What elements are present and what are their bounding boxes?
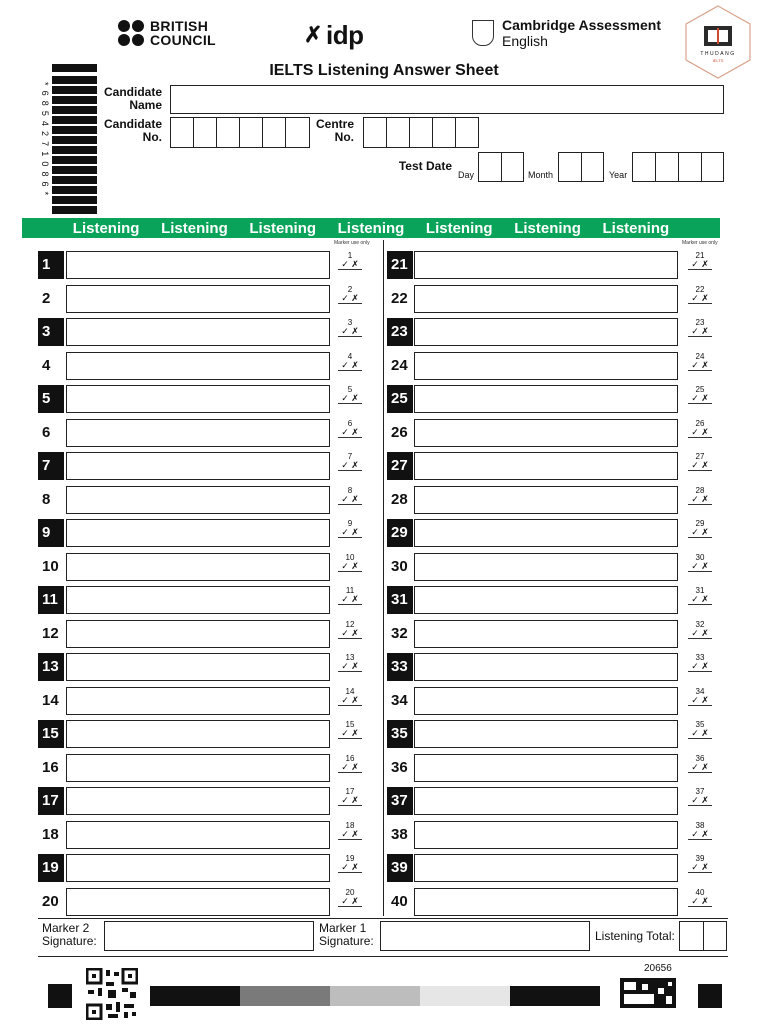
marker-box[interactable] [336,352,364,371]
marker-box[interactable] [336,720,364,739]
tick-cross-icon: ✓ ✗ [338,729,362,739]
day-label: Day [458,170,475,180]
marker-box[interactable] [336,787,364,806]
question-number: 22 [391,290,408,307]
marker-number: 17 [345,787,355,796]
marker-number: 30 [695,553,705,562]
tick-cross-icon: ✓ ✗ [338,830,362,840]
question-number: 27 [387,452,413,480]
tick-cross-icon: ✓ ✗ [338,260,362,270]
answer-field[interactable] [66,687,330,715]
tick-cross-icon: ✓ ✗ [688,897,712,907]
side-barcode-digits: * 6 8 5 4 2 7 1 0 8 6 * [40,81,50,197]
question-number: 20 [42,893,59,910]
tick-cross-icon: ✓ ✗ [338,394,362,404]
marker-number: 7 [347,452,353,461]
answer-field[interactable] [66,419,330,447]
marker-number: 38 [695,821,705,830]
question-number: 23 [387,318,413,346]
answer-field[interactable] [66,854,330,882]
marker-number: 21 [695,251,705,260]
tick-cross-icon: ✓ ✗ [338,461,362,471]
tick-cross-icon: ✓ ✗ [338,897,362,907]
marker-box[interactable] [686,754,714,773]
marker-number: 32 [695,620,705,629]
marker-box[interactable] [686,251,714,270]
question-number: 28 [391,491,408,508]
idp-wordmark: idp [326,20,364,50]
question-number: 12 [42,625,59,642]
answer-field[interactable] [66,385,330,413]
marker-number: 39 [695,854,705,863]
question-number: 19 [38,854,64,882]
answer-field[interactable] [414,419,678,447]
marker-box[interactable] [686,352,714,371]
marker-box[interactable] [336,653,364,672]
question-number: 2 [42,290,51,307]
gray-scale-block-2 [240,986,330,1006]
marker-number: 15 [345,720,355,729]
sheet-code: 20656 [644,963,672,974]
marker-number: 10 [345,553,355,562]
marker-number: 3 [347,318,353,327]
idp-mark-icon: ✗ [304,22,323,47]
registration-mark-right [698,984,722,1008]
centre-no-label: Centre No. [315,117,354,144]
tick-cross-icon: ✓ ✗ [338,796,362,806]
british-council-line2: COUNCIL [150,32,216,48]
question-number: 35 [387,720,413,748]
marker-box[interactable] [686,385,714,404]
side-barcode-bar [52,96,97,104]
band-word: Listening [425,219,493,237]
marker-number: 22 [695,285,705,294]
marker-box[interactable] [686,419,714,438]
marker-number: 24 [695,352,705,361]
answer-field[interactable] [66,586,330,614]
question-number: 1 [38,251,64,279]
question-number: 15 [38,720,64,748]
british-council-logo [118,18,228,50]
side-barcode-bar [52,106,97,114]
data-matrix-icon [620,978,676,1008]
marker-box[interactable] [686,486,714,505]
answer-field[interactable] [66,620,330,648]
question-number: 39 [387,854,413,882]
cambridge-line2: English [502,33,548,49]
answer-field[interactable] [414,754,678,782]
question-number: 4 [42,357,51,374]
marker-number: 33 [695,653,705,662]
marker-box[interactable] [686,553,714,572]
marker-number: 28 [695,486,705,495]
question-number: 37 [387,787,413,815]
idp-logo [304,20,384,50]
tick-cross-icon: ✓ ✗ [688,294,712,304]
qr-code-icon [86,968,138,1020]
tick-cross-icon: ✓ ✗ [688,629,712,639]
marker-number: 37 [695,787,705,796]
tick-cross-icon: ✓ ✗ [338,763,362,773]
answer-field[interactable] [66,653,330,681]
marker-box[interactable] [686,620,714,639]
answer-field[interactable] [414,318,678,346]
marker-box[interactable] [336,888,364,907]
listening-total-field[interactable] [679,921,727,951]
candidate-name-field[interactable] [170,85,724,114]
marker-box[interactable] [336,854,364,873]
band-word: Listening [514,219,581,237]
marker-box[interactable] [336,452,364,471]
listening-band [22,218,720,238]
tick-cross-icon: ✓ ✗ [338,495,362,505]
tick-cross-icon: ✓ ✗ [688,662,712,672]
footer-bottom-line [38,956,728,957]
marker-number: 16 [345,754,355,763]
question-number: 6 [42,424,51,441]
marker-box[interactable] [686,888,714,907]
side-barcode-bar [52,86,97,94]
test-date-label: Test Date [398,159,452,173]
tick-cross-icon: ✓ ✗ [688,696,712,706]
answer-field[interactable] [414,519,678,547]
answer-field[interactable] [414,385,678,413]
side-barcode-bar [52,116,97,124]
tick-cross-icon: ✓ ✗ [688,495,712,505]
marker-box[interactable] [686,285,714,304]
answer-field[interactable] [66,251,330,279]
question-number: 33 [387,653,413,681]
question-number: 3 [38,318,64,346]
marker-box[interactable] [336,251,364,270]
year-label: Year [609,170,628,180]
question-number: 14 [42,692,59,709]
question-number: 18 [42,826,59,843]
marker-number: 19 [345,854,355,863]
month-field[interactable] [558,152,604,182]
marker-box[interactable] [336,586,364,605]
band-word: Listening [602,219,670,237]
tick-cross-icon: ✓ ✗ [338,595,362,605]
answer-field[interactable] [66,486,330,514]
marker-number: 27 [695,452,705,461]
tick-cross-icon: ✓ ✗ [338,863,362,873]
question-number: 8 [42,491,51,508]
band-word: Listening [72,219,140,237]
answer-field[interactable] [414,787,678,815]
marker-box[interactable] [336,754,364,773]
marker-box[interactable] [686,720,714,739]
gray-scale-block-3 [330,986,420,1006]
question-number: 24 [391,357,408,374]
question-number: 38 [391,826,408,843]
marker-number: 20 [345,888,355,897]
marker-number: 12 [345,620,355,629]
tick-cross-icon: ✓ ✗ [688,394,712,404]
question-number: 9 [38,519,64,547]
answer-field[interactable] [66,519,330,547]
marker-box[interactable] [336,486,364,505]
side-barcode-bar [52,196,97,204]
tick-cross-icon: ✓ ✗ [688,830,712,840]
page-title: IELTS Listening Answer Sheet [269,62,499,79]
side-barcode-bar [52,136,97,144]
tick-cross-icon: ✓ ✗ [338,528,362,538]
marker-number: 6 [347,419,353,428]
marker-number: 35 [695,720,705,729]
answer-field[interactable] [66,754,330,782]
band-word: Listening [161,219,228,237]
tick-cross-icon: ✓ ✗ [688,729,712,739]
listening-total-label: Listening Total: [595,929,675,943]
tick-cross-icon: ✓ ✗ [688,562,712,572]
marker-number: 18 [345,821,355,830]
marker-number: 1 [347,251,353,260]
answer-field[interactable] [66,285,330,313]
marker-number: 29 [695,519,705,528]
question-number: 5 [38,385,64,413]
day-field[interactable] [478,152,524,182]
question-number: 26 [391,424,408,441]
question-number: 13 [38,653,64,681]
marker-box[interactable] [686,586,714,605]
marker-number: 14 [345,687,355,696]
marker-number: 23 [695,318,705,327]
marker-number: 8 [347,486,353,495]
question-number: 25 [387,385,413,413]
marker-use-only-left: Marker use only [334,240,370,246]
column-divider [383,240,384,916]
answer-field[interactable] [66,821,330,849]
badge-text-1: THUDANG [700,51,736,57]
marker-box[interactable] [686,787,714,806]
answer-field[interactable] [66,888,330,916]
marker1-signature-field[interactable] [380,921,590,951]
marker-box[interactable] [686,687,714,706]
marker-number: 13 [345,653,355,662]
cambridge-logo [472,17,672,53]
answer-field[interactable] [414,285,678,313]
marker-box[interactable] [336,519,364,538]
side-barcode-bar [52,76,97,84]
marker-box[interactable] [686,318,714,337]
answer-field[interactable] [66,452,330,480]
side-barcode-bar [52,176,97,184]
marker-number: 11 [345,586,355,595]
answer-field[interactable] [414,553,678,581]
gray-scale-block-4 [420,986,510,1006]
marker-box[interactable] [336,318,364,337]
marker2-signature-field[interactable] [104,921,314,951]
marker-number: 31 [695,586,705,595]
question-number: 29 [387,519,413,547]
answer-field[interactable] [414,687,678,715]
question-number: 16 [42,759,59,776]
answer-field[interactable] [414,586,678,614]
marker-box[interactable] [686,653,714,672]
side-barcode-bar [52,186,97,194]
marker-number: 26 [695,419,705,428]
marker-box[interactable] [686,452,714,471]
tick-cross-icon: ✓ ✗ [688,461,712,471]
centre-no-field[interactable] [363,117,479,148]
tick-cross-icon: ✓ ✗ [688,863,712,873]
tick-cross-icon: ✓ ✗ [688,361,712,371]
question-number: 36 [391,759,408,776]
tick-cross-icon: ✓ ✗ [338,361,362,371]
side-barcode-bar [52,166,97,174]
marker1-label: Marker 1 Signature: [319,921,374,948]
marker-number: 40 [695,888,705,897]
answer-field[interactable] [66,352,330,380]
answer-field[interactable] [414,854,678,882]
tick-cross-icon: ✓ ✗ [338,428,362,438]
answer-field[interactable] [414,821,678,849]
tick-cross-icon: ✓ ✗ [688,260,712,270]
tick-cross-icon: ✓ ✗ [338,696,362,706]
marker-box[interactable] [336,687,364,706]
marker-box[interactable] [336,620,364,639]
answer-field[interactable] [414,251,678,279]
marker-number: 2 [347,285,353,294]
answer-field[interactable] [414,720,678,748]
marker2-label: Marker 2 Signature: [42,921,97,948]
british-council-dots-icon [118,20,146,48]
gray-scale-block-1 [150,986,240,1006]
marker-box[interactable] [686,519,714,538]
answer-field[interactable] [66,318,330,346]
answer-field[interactable] [66,553,330,581]
marker-number: 9 [347,519,353,528]
tick-cross-icon: ✓ ✗ [338,629,362,639]
question-number: 31 [387,586,413,614]
british-council-line1: BRITISH [150,18,209,34]
question-number: 17 [38,787,64,815]
answer-field[interactable] [414,452,678,480]
footer-top-line [38,918,728,919]
marker-box[interactable] [686,854,714,873]
marker-box[interactable] [336,385,364,404]
tick-cross-icon: ✓ ✗ [688,796,712,806]
answer-field[interactable] [414,352,678,380]
badge-text-2: IELTS [712,58,724,63]
band-word: Listening [249,219,317,237]
gray-scale-block-5 [510,986,600,1006]
question-number: 11 [38,586,64,614]
marker-number: 36 [695,754,705,763]
marker-number: 5 [347,385,353,394]
marker-box[interactable] [336,821,364,840]
tick-cross-icon: ✓ ✗ [688,327,712,337]
cambridge-shield-icon [472,20,494,46]
marker-box[interactable] [336,419,364,438]
tick-cross-icon: ✓ ✗ [338,562,362,572]
candidate-no-field[interactable] [170,117,310,148]
question-number: 7 [38,452,64,480]
side-barcode-bar [52,146,97,154]
marker-box[interactable] [336,553,364,572]
marker-use-only-right: Marker use only [682,240,718,246]
question-number: 34 [391,692,408,709]
marker-box[interactable] [336,285,364,304]
registration-mark-left [48,984,72,1008]
question-number: 32 [391,625,408,642]
answer-field[interactable] [414,620,678,648]
question-number: 21 [387,251,413,279]
tick-cross-icon: ✓ ✗ [338,662,362,672]
answer-field[interactable] [414,653,678,681]
answer-field[interactable] [414,486,678,514]
question-number: 40 [391,893,408,910]
marker-number: 25 [695,385,705,394]
marker-box[interactable] [686,821,714,840]
year-field[interactable] [632,152,724,182]
tick-cross-icon: ✓ ✗ [688,763,712,773]
tick-cross-icon: ✓ ✗ [688,595,712,605]
candidate-name-label: Candidate Name [103,85,162,112]
answer-field[interactable] [66,787,330,815]
month-label: Month [528,170,554,180]
answer-field[interactable] [66,720,330,748]
side-barcode-bar [52,156,97,164]
question-number: 30 [391,558,408,575]
marker-number: 34 [695,687,705,696]
side-barcode-bar [52,126,97,134]
tick-cross-icon: ✓ ✗ [338,294,362,304]
question-number: 10 [42,558,59,575]
tick-cross-icon: ✓ ✗ [688,528,712,538]
answer-field[interactable] [414,888,678,916]
tick-cross-icon: ✓ ✗ [338,327,362,337]
side-barcode-bar [52,64,97,72]
side-barcode-bar [52,206,97,214]
tick-cross-icon: ✓ ✗ [688,428,712,438]
band-word: Listening [337,219,405,237]
candidate-no-label: Candidate No. [103,117,162,144]
cambridge-line1: Cambridge Assessment [502,17,661,33]
marker-number: 4 [347,352,353,361]
